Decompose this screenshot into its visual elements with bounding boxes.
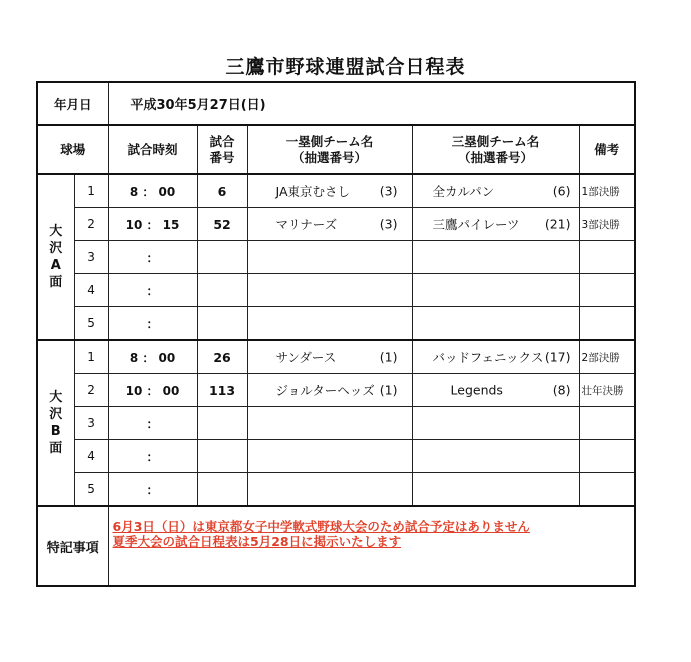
game-slot-number: 2: [74, 374, 108, 407]
first-base-team: [247, 407, 412, 440]
header-game-number-line2: 番号: [209, 149, 235, 165]
game-number: 113: [197, 374, 247, 407]
third-base-team: [412, 241, 579, 274]
game-remark: [579, 307, 635, 341]
notes-label: 特記事項: [37, 506, 108, 586]
header-field: 球場: [37, 125, 108, 174]
notes-content: [108, 506, 635, 586]
game-time: 10 ： 00: [108, 374, 197, 407]
game-time: 8 ： 00: [108, 174, 197, 208]
team-name: マリナーズ: [275, 217, 338, 232]
first-base-team: [247, 241, 412, 274]
game-slot-number: 4: [74, 440, 108, 473]
header-time: 試合時刻: [108, 125, 197, 174]
game-number: [197, 241, 247, 274]
header-game-number: [197, 125, 247, 174]
note-line: 夏季大会の試合日程表は5月28日に掲示いたします: [112, 534, 402, 549]
game-remark: 壮年決勝: [579, 374, 635, 407]
third-base-team: [412, 374, 579, 407]
team-name: サンダース: [275, 350, 337, 365]
game-time: ：: [108, 274, 197, 307]
team-name: 三鷹パイレーツ: [432, 217, 520, 232]
third-base-team: [412, 340, 579, 374]
field-b-char: 面: [49, 441, 63, 456]
game-slot-number: 1: [74, 340, 108, 374]
field-a-name: [37, 174, 74, 340]
field-b-char: 大: [49, 390, 63, 405]
lottery-number: (3): [379, 216, 398, 232]
first-base-team: [247, 208, 412, 241]
game-number: [197, 307, 247, 341]
team-name: バッドフェニックス: [432, 350, 544, 365]
field-a-char: A: [50, 258, 61, 273]
header-first-base-team-line1: 一塁側チーム名: [285, 133, 374, 149]
game-slot-number: 2: [74, 208, 108, 241]
lottery-number: (3): [379, 183, 398, 199]
header-third-base-team-line1: 三塁側チーム名: [451, 133, 540, 149]
third-base-team: [412, 274, 579, 307]
game-remark: [579, 473, 635, 507]
third-base-team: [412, 307, 579, 341]
lottery-number: (21): [544, 216, 571, 232]
game-time: 10 ： 15: [108, 208, 197, 241]
game-slot-number: 3: [74, 241, 108, 274]
game-time: ：: [108, 407, 197, 440]
first-base-team: [247, 340, 412, 374]
third-base-team: [412, 440, 579, 473]
team-name: JA東京むさし: [275, 184, 351, 199]
team-name: ジョルターヘッズ: [275, 383, 375, 398]
header-game-number-line1: 試合: [209, 133, 235, 149]
note-line: 6月3日（日）は東京都女子中学軟式野球大会のため試合予定はありません: [112, 519, 530, 534]
team-name: 全カルパン: [432, 184, 495, 199]
lottery-number: (8): [552, 382, 571, 398]
game-number: 6: [197, 174, 247, 208]
game-slot-number: 3: [74, 407, 108, 440]
first-base-team: [247, 274, 412, 307]
game-remark: [579, 440, 635, 473]
game-slot-number: 5: [74, 473, 108, 507]
game-time: ：: [108, 241, 197, 274]
game-remark: 2部決勝: [579, 340, 635, 374]
third-base-team: [412, 407, 579, 440]
header-remarks: 備考: [579, 125, 635, 174]
lottery-number: (6): [552, 183, 571, 199]
schedule-table: [36, 81, 636, 587]
header-first-base-team-line2: （抽選番号）: [292, 149, 368, 165]
game-slot-number: 4: [74, 274, 108, 307]
third-base-team: [412, 208, 579, 241]
first-base-team: [247, 307, 412, 341]
game-time: ：: [108, 473, 197, 507]
header-third-base-team: [412, 125, 579, 174]
game-number: 26: [197, 340, 247, 374]
date-label: 年月日: [37, 82, 108, 125]
header-third-base-team-line2: （抽選番号）: [458, 149, 534, 165]
game-remark: 1部決勝: [579, 174, 635, 208]
schedule-title: 三鷹市野球連盟試合日程表: [225, 56, 466, 78]
game-time: ：: [108, 440, 197, 473]
first-base-team: [247, 440, 412, 473]
date-value: 平成30年5月27日(日): [108, 82, 635, 125]
third-base-team: [412, 174, 579, 208]
first-base-team: [247, 473, 412, 507]
first-base-team: [247, 374, 412, 407]
field-b-name: [37, 340, 74, 506]
header-first-base-team: [247, 125, 412, 174]
field-a-char: 面: [49, 275, 63, 290]
field-a-char: 大: [49, 224, 63, 239]
game-slot-number: 5: [74, 307, 108, 341]
game-time: 8 ： 00: [108, 340, 197, 374]
lottery-number: (1): [379, 349, 398, 365]
game-number: [197, 407, 247, 440]
game-number: [197, 473, 247, 507]
lottery-number: (1): [379, 382, 398, 398]
game-remark: 3部決勝: [579, 208, 635, 241]
game-slot-number: 1: [74, 174, 108, 208]
game-time: ：: [108, 307, 197, 341]
field-b-char: 沢: [49, 407, 63, 422]
game-remark: [579, 407, 635, 440]
lottery-number: (17): [544, 349, 571, 365]
game-remark: [579, 274, 635, 307]
game-number: [197, 440, 247, 473]
game-number: 52: [197, 208, 247, 241]
game-remark: [579, 241, 635, 274]
first-base-team: [247, 174, 412, 208]
third-base-team: [412, 473, 579, 507]
game-number: [197, 274, 247, 307]
team-name: Legends: [450, 382, 503, 398]
field-b-char: B: [50, 424, 61, 439]
field-a-char: 沢: [49, 241, 63, 256]
